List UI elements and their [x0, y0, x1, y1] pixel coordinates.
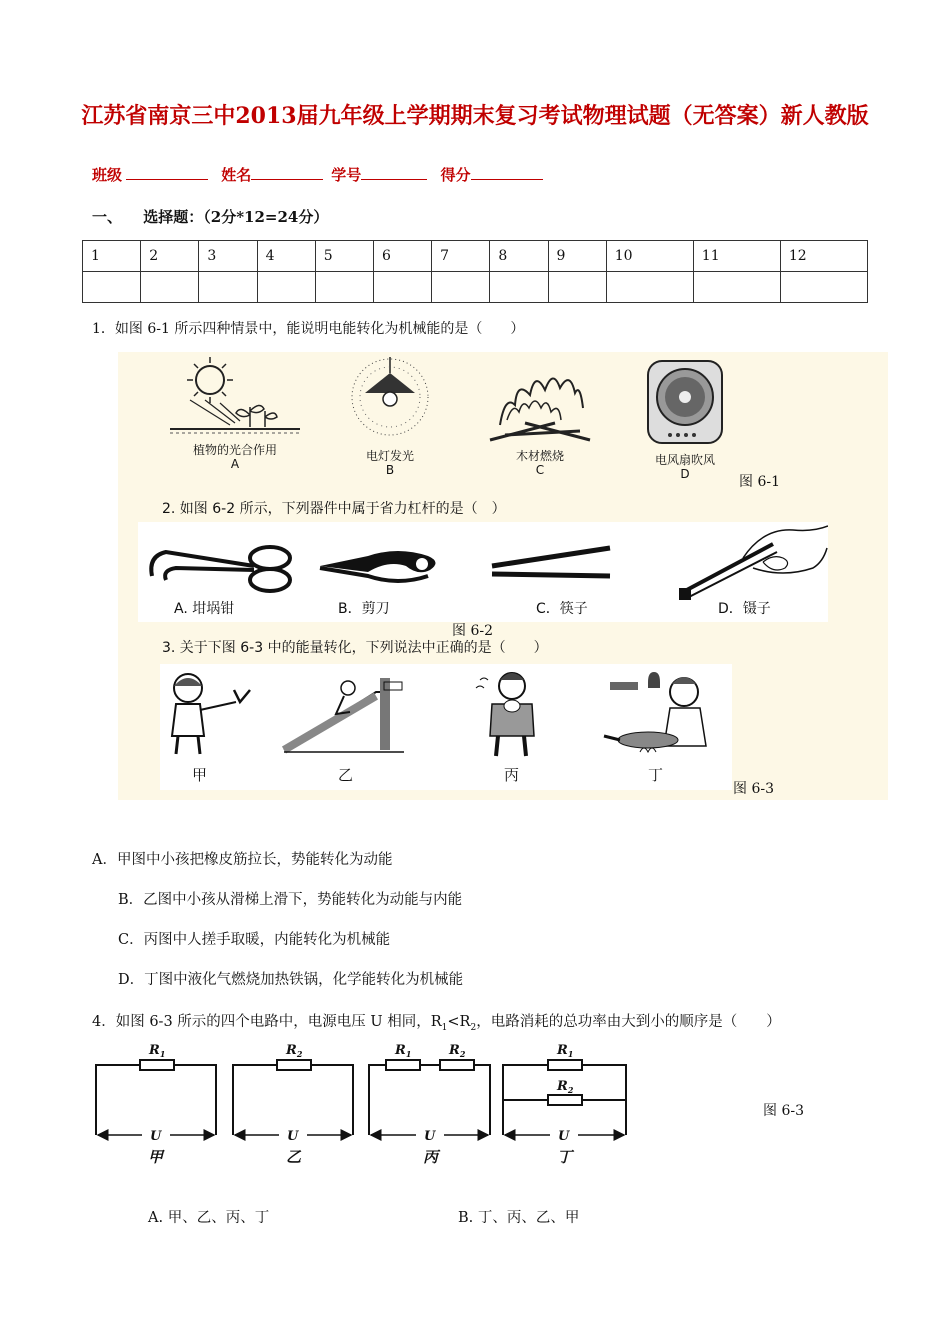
answer-cell[interactable] [432, 272, 490, 303]
fig-6-3-label-jia: 甲 [192, 766, 208, 784]
circuit-ding-label: 丁 [557, 1148, 573, 1166]
q3-option-b[interactable]: B．乙图中小孩从滑梯上滑下，势能转化为动能与内能 [118, 892, 463, 908]
class-label: 班级 [92, 166, 123, 184]
section-title: 选择题：（2分*12=24分） [143, 208, 329, 226]
fig-6-1-caption-d: 电风扇吹风 [654, 453, 715, 467]
light-bulb-illustration [340, 355, 440, 445]
score-blank[interactable] [471, 165, 543, 180]
circuit-yi-r2-label: $R_2$ [286, 1043, 303, 1059]
figure-6-3-label: 图 6-3 [733, 781, 774, 797]
question-3-text: 3. 关于下图 6-3 中的能量转化，下列说法中正确的是（ ） [162, 640, 548, 656]
electric-fan-illustration [640, 357, 730, 449]
q3-option-d[interactable]: D．丁图中液化气燃烧加热铁锅，化学能转化为机械能 [118, 972, 464, 988]
student-info-line [92, 164, 551, 185]
circuit-ding-r2-label: $R_2$ [557, 1079, 574, 1095]
q4-sub-2: 2 [470, 1022, 477, 1033]
answer-number: 1 [83, 241, 141, 272]
figure-6-1 [160, 355, 730, 485]
circuit-bing-label: 丙 [423, 1148, 439, 1166]
fig-6-2-label-d: D．镊子 [718, 601, 771, 617]
answer-cell[interactable] [606, 272, 693, 303]
circuit-jia-voltage: U [150, 1129, 162, 1144]
fig-6-3-label-yi: 乙 [338, 766, 354, 784]
fig-6-2-label-a: A. 坩埚钳 [174, 601, 235, 617]
fig-6-1-letter-d: D [680, 467, 690, 481]
answer-number: 10 [606, 241, 693, 272]
fig-6-1-caption-a: 植物的光合作用 [192, 443, 277, 457]
answer-input-row [83, 272, 868, 303]
q4-option-b[interactable]: B. 丁、丙、乙、甲 [458, 1210, 580, 1226]
answer-number: 7 [432, 241, 490, 272]
answer-cell[interactable] [315, 272, 373, 303]
answer-cell[interactable] [780, 272, 867, 303]
q4-text-c: ，电路消耗的总功率由大到小的顺序是（ ） [476, 1014, 781, 1030]
circuit-bing-voltage: U [424, 1129, 436, 1144]
fig-6-2-label-b: B．剪刀 [338, 601, 390, 617]
answer-number: 2 [141, 241, 199, 272]
circuit-bing-r2-label: $R_2$ [449, 1043, 466, 1059]
answer-number: 8 [490, 241, 548, 272]
burning-wood-illustration [485, 365, 595, 445]
answer-number: 3 [199, 241, 257, 272]
answer-cell[interactable] [693, 272, 780, 303]
q4-text-b: <R [447, 1014, 471, 1030]
circuit-yi-voltage: U [287, 1129, 299, 1144]
score-label: 得分 [440, 166, 471, 184]
page-title: 江苏省南京三中2013届九年级上学期期末复习考试物理试题（无答案）新人教版 [81, 103, 869, 129]
id-label: 学号 [331, 166, 362, 184]
chopsticks-illustration [488, 536, 618, 596]
photosynthesis-illustration [160, 355, 310, 445]
scissors-illustration [318, 542, 448, 592]
name-label: 姓名 [221, 166, 252, 184]
figure-6-3 [160, 664, 732, 790]
answer-number: 9 [548, 241, 606, 272]
answer-cell[interactable] [490, 272, 548, 303]
slingshot-child-illustration [160, 666, 260, 758]
circuit-ding-voltage: U [558, 1129, 570, 1144]
id-blank[interactable] [361, 165, 427, 180]
answer-cell[interactable] [83, 272, 141, 303]
section-heading [92, 206, 328, 227]
fig-6-3-label-ding: 丁 [648, 766, 664, 784]
crucible-tongs-illustration [144, 536, 304, 596]
figure-6-3-circuit-label: 图 6-3 [763, 1103, 804, 1119]
q4-option-a[interactable]: A. 甲、乙、丙、丁 [148, 1210, 270, 1226]
circuit-jia-label: 甲 [148, 1148, 164, 1166]
fig-6-1-letter-c: C [535, 463, 545, 477]
fig-6-1-letter-b: B [385, 463, 395, 477]
question-1-text: 1．如图 6-1 所示四种情景中，能说明电能转化为机械能的是（ ） [92, 321, 525, 337]
answer-number: 4 [257, 241, 315, 272]
figure-6-2 [138, 522, 828, 622]
circuit-jia-r1-label: $R_1$ [149, 1043, 166, 1059]
answer-number: 6 [373, 241, 431, 272]
cooking-illustration [600, 666, 730, 758]
fig-6-3-label-bing: 丙 [504, 766, 520, 784]
rubbing-hands-illustration [472, 666, 552, 758]
answer-cell[interactable] [141, 272, 199, 303]
fig-6-2-label-c: C．筷子 [536, 601, 588, 617]
section-number: 一、 [92, 208, 123, 226]
answer-cell[interactable] [199, 272, 257, 303]
fig-6-1-caption-b: 电灯发光 [365, 449, 414, 463]
figure-6-2-label: 图 6-2 [452, 623, 493, 639]
answer-number: 5 [315, 241, 373, 272]
answer-cell[interactable] [257, 272, 315, 303]
question-2-text: 2. 如图 6-2 所示，下列器件中属于省力杠杆的是（ ） [162, 501, 506, 517]
q4-sub-1: 1 [441, 1022, 448, 1033]
circuit-bing-r1-label: $R_1$ [395, 1043, 412, 1059]
answer-cell[interactable] [548, 272, 606, 303]
slide-child-illustration [280, 668, 410, 756]
circuit-yi-label: 乙 [286, 1148, 302, 1166]
answer-number-row [83, 241, 868, 272]
question-4-text [92, 1010, 781, 1033]
q3-option-a[interactable]: A．甲图中小孩把橡皮筋拉长，势能转化为动能 [92, 852, 393, 868]
answer-cell[interactable] [373, 272, 431, 303]
fig-6-1-letter-a: A [230, 457, 240, 471]
tweezers-illustration [673, 522, 828, 606]
answer-table [82, 240, 868, 303]
class-blank[interactable] [126, 165, 208, 180]
circuit-ding-r1-label: $R_1$ [557, 1043, 574, 1059]
name-blank[interactable] [251, 165, 323, 180]
answer-number: 12 [780, 241, 867, 272]
fig-6-1-caption-c: 木材燃烧 [515, 449, 564, 463]
figure-6-1-label: 图 6-1 [739, 474, 780, 490]
q4-text-a: 4．如图 6-3 所示的四个电路中，电源电压 U 相同，R [92, 1014, 442, 1030]
answer-number: 11 [693, 241, 780, 272]
circuit-diagrams [90, 1040, 650, 1170]
q3-option-c[interactable]: C．丙图中人搓手取暖，内能转化为机械能 [118, 932, 391, 948]
